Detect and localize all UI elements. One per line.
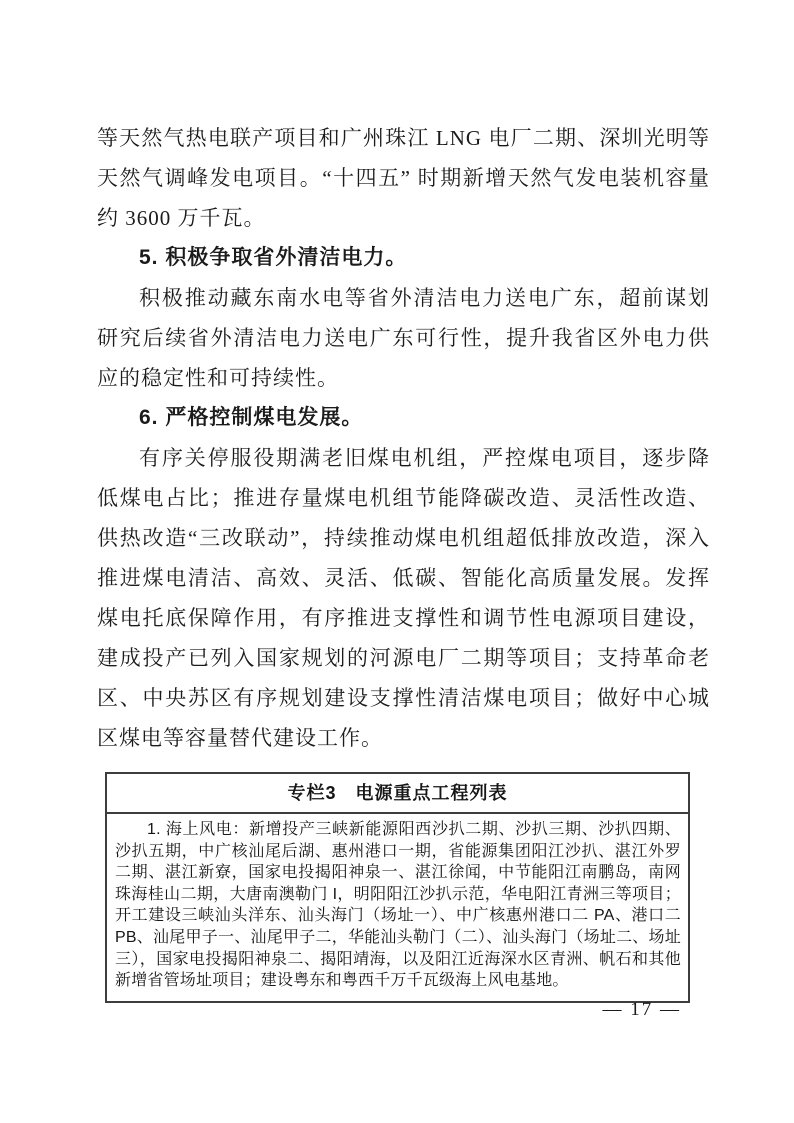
feature-box-body: 1. 海上风电：新增投产三峡新能源阳西沙扒二期、沙扒三期、沙扒四期、沙扒五期，中广核汕尾后湖、惠州港口一期，省能源集团阳江沙扒、湛江外罗二期、湛江新寮，国家电投揭阳神泉一、湛江徐闻，中节能阳江南鹏岛，南网珠海桂山二期，大唐南澳勒门 I，明阳阳江沙扒示范，华电阳江青洲三等项目；开工建设三峡汕头洋东、汕头海门（场址一）、中广核惠州港口二 PA、港口二 PB、汕尾甲子一、汕尾甲子二，华能汕头勒门（二）、汕头海门（场址二、场址三），国家电投揭阳神泉二、揭阳靖海，以及阳江近海深水区青洲、帆石和其他新增省管场址项目；建设粤东和粤西千万千瓦级海上风电基地。 — [115, 821, 681, 990]
page-number: — 17 — — [602, 999, 681, 1020]
document-content — [97, 118, 710, 1003]
section-6-heading: 6. 严格控制煤电发展。 — [139, 406, 364, 429]
section-5-paragraph: 积极推动藏东南水电等省外清洁电力送电广东，超前谋划研究后续省外清洁电力送电广东可行性，提升我省区外电力供应的稳定性和可持续性。 — [97, 286, 710, 390]
section-6-paragraph: 有序关停服役期满老旧煤电机组，严控煤电项目，逐步降低煤电占比；推进存量煤电机组节能降碳改造、灵活性改造、供热改造“三改联动”，持续推动煤电机组超低排放改造，深入推进煤电清洁、高效、灵活、低碳、智能化高质量发展。发挥煤电托底保障作用，有序推进支撑性和调节性电源项目建设，建成投产已列入国家规划的河源电厂二期等项目；支持革命老区、中央苏区有序规划建设支撑性清洁煤电项目；做好中心城区煤电等容量替代建设工作。 — [97, 446, 710, 750]
section-5-heading: 5. 积极争取省外清洁电力。 — [139, 246, 408, 269]
feature-box-title: 专栏3 电源重点工程列表 — [107, 774, 688, 814]
continuation-paragraph: 等天然气热电联产项目和广州珠江 LNG 电厂二期、深圳光明等天然气调峰发电项目。“十四五” 时期新增天然气发电装机容量约 3600 万千瓦。 — [97, 126, 710, 230]
feature-box-column-3 — [105, 772, 690, 1003]
